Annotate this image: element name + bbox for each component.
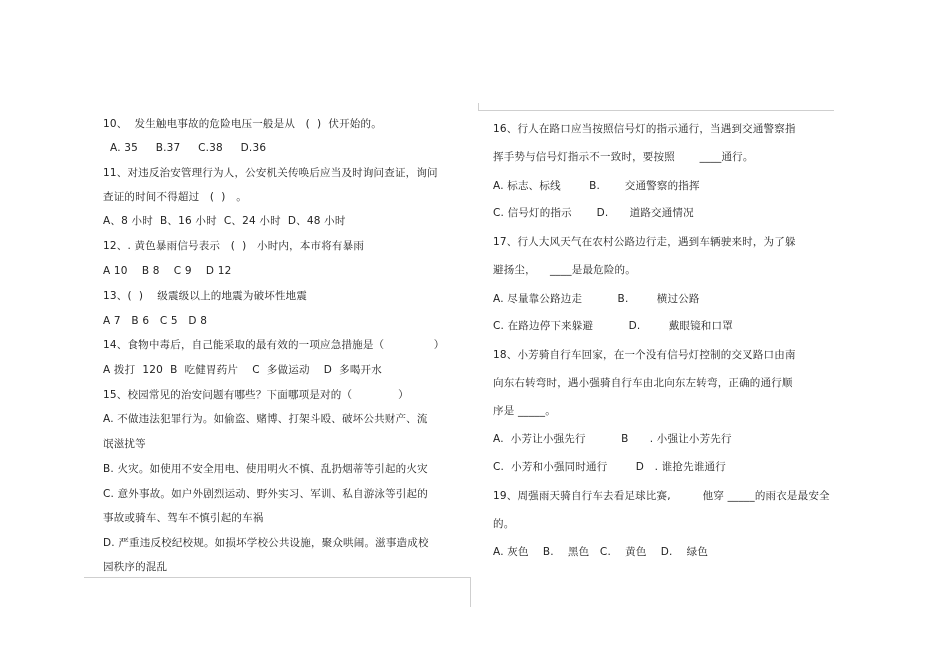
question-16-options-ab: A. 标志、标线 B. 交通警察的指挥 [493,180,700,192]
question-16: 16、行人在路口应当按照信号灯的指示通行，当遇到交通警察指 [493,123,796,135]
question-16-cont: 挥手势与信号灯指示不一致时，要按照 ____通行。 [493,151,754,163]
bottom-left-rule [84,577,470,578]
question-18-cont-2: 序是 _____。 [493,405,556,417]
question-15-option-b: B. 火灾。如使用不安全用电、使用明火不慎、乱扔烟蒂等引起的火灾 [103,463,428,475]
question-19: 19、周强雨天骑自行车去看足球比赛, 他穿 _____的雨衣是最安全 [493,490,830,502]
question-17: 17、行人大风天气在农村公路边行走，遇到车辆驶来时，为了躲 [493,236,796,248]
question-15: 15、校园常见的治安问题有哪些？下面哪项是对的（ ） [103,389,409,401]
question-11: 11、对违反治安管理行为人，公安机关传唤后应当及时询问查证，询问 [103,167,438,179]
question-15-option-d: D. 严重违反校纪校规。如损坏学校公共设施，聚众哄闹。滋事造成校 [103,537,429,549]
question-11-cont: 查证的时间不得超过 ( ) 。 [103,191,247,203]
question-18-options-cd: C. 小芳和小强同时通行 D . 谁抢先谁通行 [493,461,726,473]
question-15-option-a: A. 不做违法犯罪行为。如偷盗、赌博、打架斗殴、破坏公共财产、流 [103,413,428,425]
question-11-options: A、8 小时 B、16 小时 C、24 小时 D、48 小时 [103,215,346,227]
question-15-option-c-cont: 事故或骑车、驾车不慎引起的车祸 [103,512,264,524]
question-10: 10、 发生触电事故的危险电压一般是从 ( ) 伏开始的。 [103,118,382,130]
bottom-left-rule-tick [470,577,471,607]
question-17-options-ab: A. 尽量靠公路边走 B. 横过公路 [493,293,700,305]
question-17-options-cd: C. 在路边停下来躲避 D. 戴眼镜和口罩 [493,320,733,332]
question-15-option-c: C. 意外事故。如户外剧烈运动、野外实习、军训、私自游泳等引起的 [103,488,428,500]
question-13-options: A 7 B 6 C 5 D 8 [103,315,208,327]
question-14-options: A 拨打 120 B 吃健胃药片 C 多做运动 D 多喝开水 [103,364,382,376]
question-12: 12、. 黄色暴雨信号表示 ( ) 小时内，本市将有暴雨 [103,240,365,252]
question-19-cont: 的。 [493,518,515,530]
top-right-rule [478,110,834,111]
question-10-options: A. 35 B.37 C.38 D.36 [110,142,267,154]
question-19-options: A. 灰色 B. 黑色 C. 黄色 D. 绿色 [493,546,709,558]
question-12-options: A 10 B 8 C 9 D 12 [103,265,232,277]
question-16-options-cd: C. 信号灯的指示 D. 道路交通情况 [493,207,694,219]
question-15-option-a-cont: 氓滋扰等 [103,438,146,450]
top-right-rule-tick [478,103,479,111]
question-18-options-ab: A. 小芳让小强先行 B . 小强让小芳先行 [493,433,732,445]
question-18-cont-1: 向东右转弯时，遇小强骑自行车由北向东左转弯，正确的通行顺 [493,377,793,389]
question-17-cont: 避扬尘， ____是最危险的。 [493,264,636,276]
question-15-option-d-cont: 园秩序的混乱 [103,561,168,573]
question-14: 14、食物中毒后，自己能采取的最有效的一项应急措施是（ ） [103,339,445,351]
question-13: 13、( ) 级震级以上的地震为破坏性地震 [103,290,308,302]
question-18: 18、小芳骑自行车回家，在一个没有信号灯控制的交叉路口由南 [493,349,796,361]
